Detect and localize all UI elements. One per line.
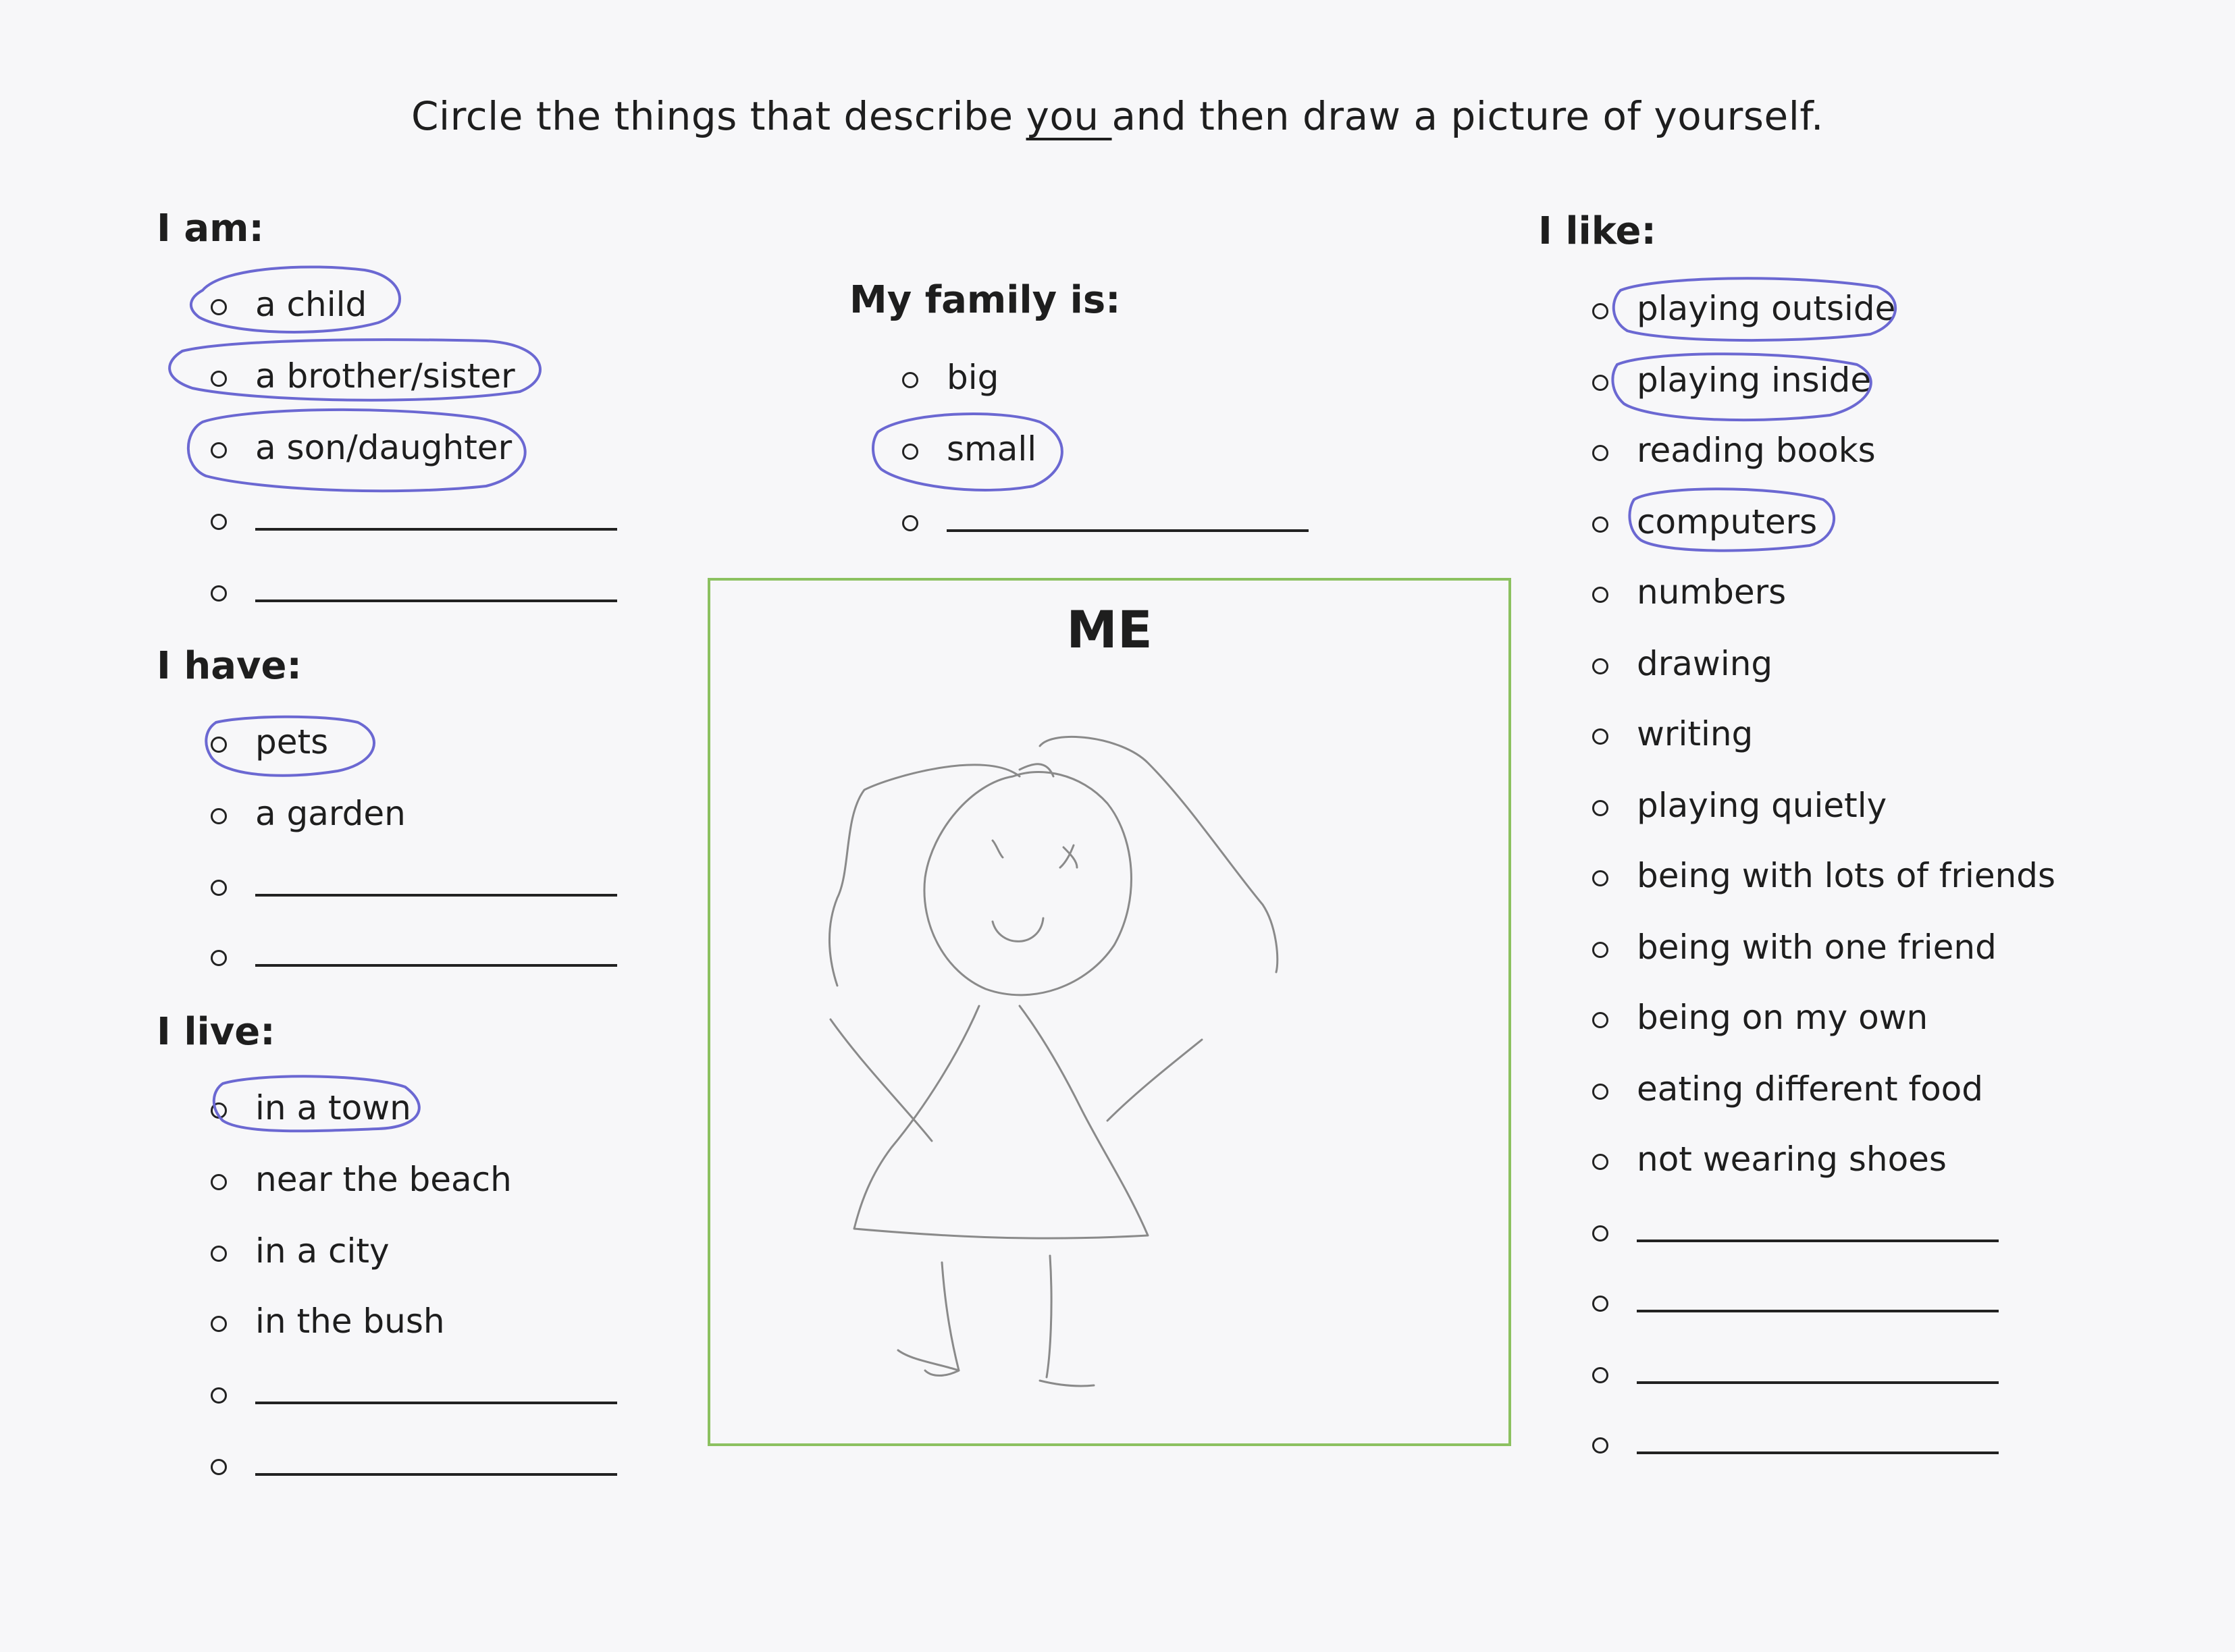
- blank-option[interactable]: [211, 865, 617, 905]
- blank-option[interactable]: [1592, 1281, 1999, 1321]
- bullet-icon: [1592, 1225, 1608, 1242]
- option-in-a-city[interactable]: in a city: [211, 1231, 390, 1271]
- option-drawing[interactable]: drawing: [1592, 644, 1772, 683]
- blank-option[interactable]: [1592, 1353, 1999, 1392]
- blank-line[interactable]: [1637, 1361, 1999, 1384]
- title-text-end: and then draw a picture of yourself.: [1111, 93, 1824, 139]
- option-big[interactable]: big: [902, 358, 999, 397]
- bullet-icon: [211, 371, 227, 387]
- bullet-icon: [211, 299, 227, 315]
- bullet-icon: [1592, 1154, 1608, 1170]
- bullet-icon: [902, 444, 918, 460]
- blank-option[interactable]: [1592, 1211, 1999, 1250]
- heading-i-live: I live:: [157, 1010, 275, 1054]
- blank-line[interactable]: [255, 1381, 617, 1404]
- bullet-icon: [1592, 1296, 1608, 1312]
- drawing-box-label: ME: [1066, 599, 1153, 660]
- bullet-icon: [211, 585, 227, 602]
- drawing-box[interactable]: [708, 578, 1511, 1446]
- bullet-icon: [1592, 1084, 1608, 1100]
- bullet-icon: [1592, 445, 1608, 461]
- heading-my-family: My family is:: [849, 278, 1121, 322]
- option-reading-books[interactable]: reading books: [1592, 431, 1876, 470]
- blank-option[interactable]: [211, 500, 617, 539]
- blank-line[interactable]: [255, 579, 617, 602]
- blank-option[interactable]: [211, 936, 617, 975]
- bullet-icon: [1592, 942, 1608, 958]
- option-in-a-town[interactable]: in a town: [211, 1088, 411, 1127]
- option-being-with-one-friend[interactable]: being with one friend: [1592, 928, 1997, 967]
- bullet-icon: [1592, 375, 1608, 391]
- option-eating-different-food[interactable]: eating different food: [1592, 1069, 1983, 1109]
- heading-i-am: I am:: [157, 207, 264, 250]
- bullet-icon: [1592, 303, 1608, 319]
- option-a-child[interactable]: a child: [211, 285, 367, 324]
- option-playing-inside[interactable]: playing inside: [1592, 361, 1871, 400]
- bullet-icon: [1592, 1437, 1608, 1454]
- option-computers[interactable]: computers: [1592, 502, 1817, 541]
- option-a-garden[interactable]: a garden: [211, 794, 406, 833]
- option-near-the-beach[interactable]: near the beach: [211, 1160, 512, 1199]
- bullet-icon: [211, 808, 227, 824]
- bullet-icon: [902, 372, 918, 388]
- option-in-the-bush[interactable]: in the bush: [211, 1302, 445, 1341]
- bullet-icon: [211, 1174, 227, 1190]
- blank-line[interactable]: [1637, 1289, 1999, 1312]
- blank-line[interactable]: [255, 874, 617, 897]
- heading-i-like: I like:: [1538, 209, 1656, 253]
- blank-line[interactable]: [1637, 1219, 1999, 1242]
- worksheet-title: [0, 93, 2235, 139]
- bullet-icon: [211, 514, 227, 530]
- blank-option[interactable]: [1592, 1423, 1999, 1462]
- option-being-with-lots-of-friends[interactable]: being with lots of friends: [1592, 856, 2055, 895]
- bullet-icon: [211, 737, 227, 753]
- bullet-icon: [1592, 1012, 1608, 1028]
- bullet-icon: [211, 442, 227, 458]
- bullet-icon: [1592, 658, 1608, 674]
- option-a-son-daughter[interactable]: a son/daughter: [211, 428, 512, 467]
- title-underlined-word: you: [1026, 93, 1112, 139]
- option-playing-outside[interactable]: playing outside: [1592, 289, 1895, 328]
- blank-line[interactable]: [255, 1453, 617, 1476]
- title-text-start: Circle the things that describe: [411, 93, 1026, 139]
- bullet-icon: [1592, 587, 1608, 603]
- blank-line[interactable]: [947, 509, 1309, 532]
- bullet-icon: [211, 1459, 227, 1475]
- blank-line[interactable]: [255, 508, 617, 531]
- bullet-icon: [1592, 1367, 1608, 1383]
- bullet-icon: [1592, 516, 1608, 533]
- option-a-brother-sister[interactable]: a brother/sister: [211, 356, 515, 396]
- bullet-icon: [211, 1246, 227, 1262]
- option-numbers[interactable]: numbers: [1592, 572, 1786, 612]
- option-not-wearing-shoes[interactable]: not wearing shoes: [1592, 1140, 1947, 1179]
- option-playing-quietly[interactable]: playing quietly: [1592, 786, 1887, 825]
- blank-option[interactable]: [211, 571, 617, 610]
- bullet-icon: [1592, 870, 1608, 886]
- bullet-icon: [1592, 728, 1608, 745]
- option-small[interactable]: small: [902, 429, 1036, 469]
- bullet-icon: [211, 950, 227, 966]
- option-writing[interactable]: writing: [1592, 714, 1753, 753]
- bullet-icon: [211, 1102, 227, 1119]
- bullet-icon: [211, 1316, 227, 1332]
- heading-i-have: I have:: [157, 644, 302, 688]
- blank-option[interactable]: [211, 1373, 617, 1412]
- option-pets[interactable]: pets: [211, 722, 328, 762]
- blank-line[interactable]: [255, 944, 617, 967]
- blank-option[interactable]: [902, 501, 1309, 540]
- bullet-icon: [211, 1387, 227, 1404]
- blank-option[interactable]: [211, 1445, 617, 1484]
- bullet-icon: [1592, 800, 1608, 816]
- bullet-icon: [211, 880, 227, 896]
- blank-line[interactable]: [1637, 1431, 1999, 1454]
- option-being-on-my-own[interactable]: being on my own: [1592, 998, 1928, 1037]
- bullet-icon: [902, 515, 918, 531]
